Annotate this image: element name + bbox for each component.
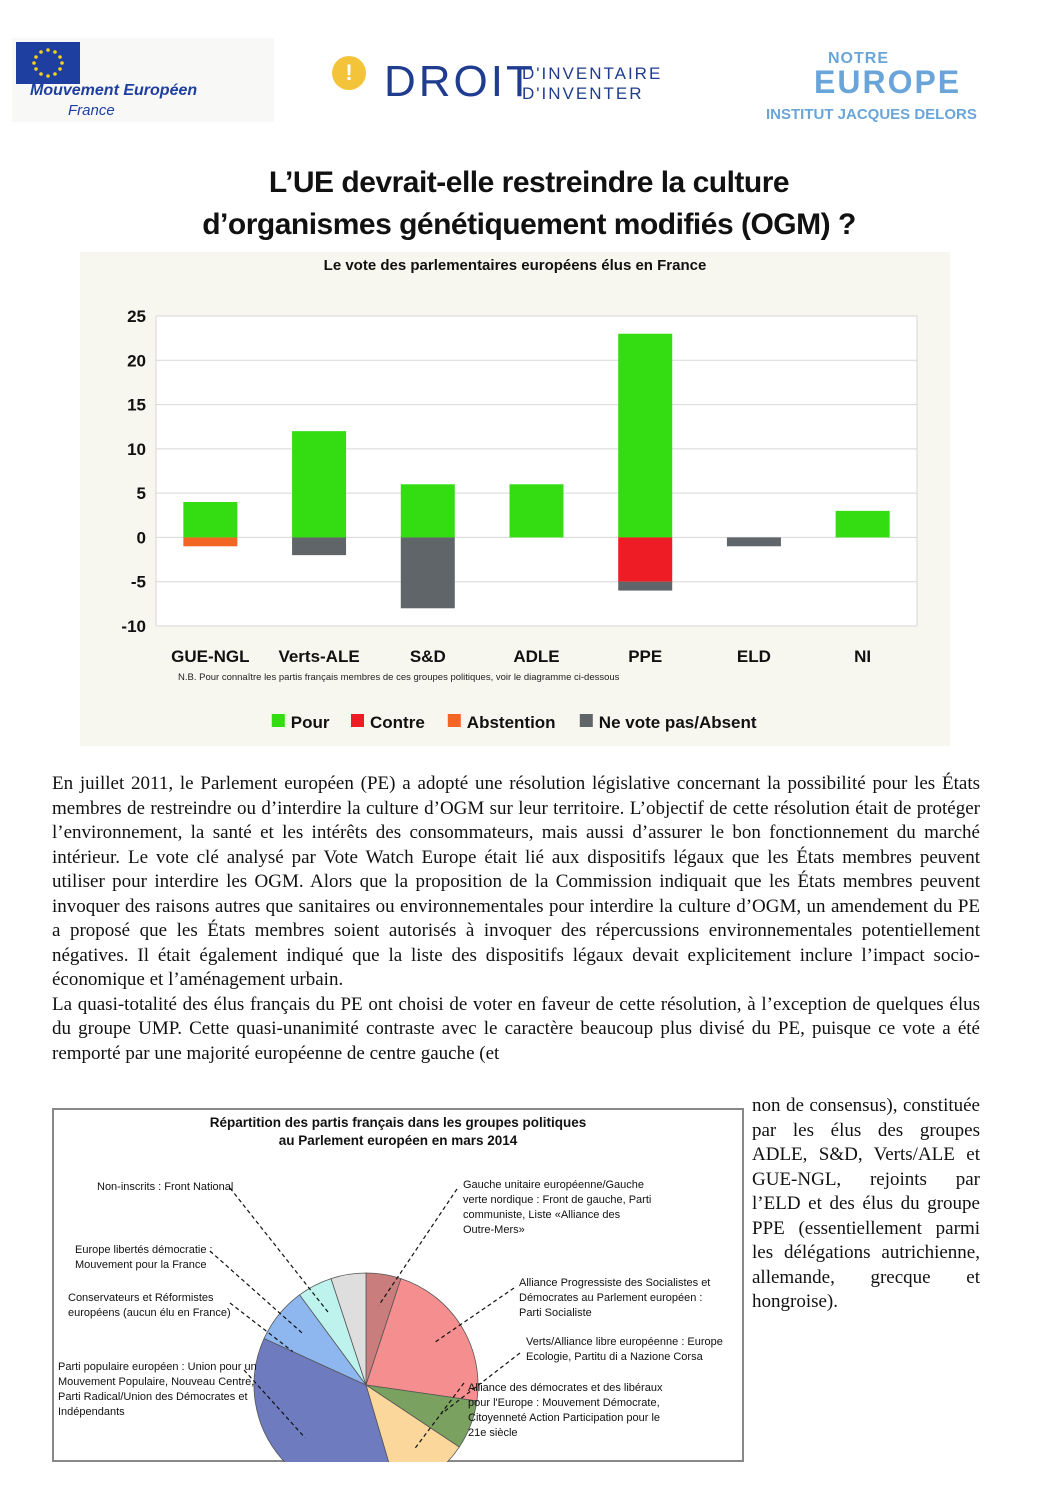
legend-label: Ne vote pas/Absent <box>598 713 757 732</box>
bar <box>618 537 672 581</box>
leader-line <box>230 1188 329 1313</box>
legend-swatch <box>351 714 364 727</box>
y-tick-label: 20 <box>127 351 146 371</box>
pie-title-line-2: au Parlement européen en mars 2014 <box>278 1133 518 1148</box>
legend-swatch <box>272 714 285 727</box>
pie-label-ni: Non-inscrits : Front National <box>97 1181 234 1193</box>
pie-label-verts: Verts/Alliance libre européenne : Europe Ecologie, Partitu di a Nazione Corsa <box>526 1336 723 1363</box>
bar <box>183 537 237 546</box>
title-line-2: d’organismes génétiquement modifiés (OGM) ? <box>202 208 856 241</box>
pie-label-adle: Alliance des démocrates et des libéraux pour l'Europe : Mouvement Démocrate, Citoyenneté Action Participation pour le 21e siècle <box>468 1382 663 1439</box>
legend-label: Contre <box>370 713 425 732</box>
x-tick-label: GUE-NGL <box>171 647 250 666</box>
bar <box>510 484 564 537</box>
bar <box>401 537 455 608</box>
y-tick-label: 25 <box>127 307 146 326</box>
legend-label: Abstention <box>466 713 556 732</box>
bar-chart <box>80 252 950 746</box>
pie-label-eld: Europe libertés démocratie : Mouvement pour la France <box>75 1244 213 1271</box>
logo-ne-line1: NOTRE <box>828 50 889 67</box>
bar <box>401 484 455 537</box>
bar <box>836 511 890 538</box>
y-tick-label: 10 <box>127 439 146 459</box>
logo-text-line2: France <box>68 102 115 119</box>
pie-label-gue: Gauche unitaire européenne/Gauche verte nordique : Front de gauche, Parti communiste, Liste «Alliance des Outre-Mers» <box>463 1179 652 1236</box>
logo-text-line1: Mouvement Européen <box>30 82 198 99</box>
x-tick-label: ELD <box>736 647 771 666</box>
pie-label-ppe: Parti populaire européen : Union pour un Mouvement Populaire, Nouveau Centre, Parti Radical/Union des Démocrates et Indépendants <box>58 1361 257 1418</box>
x-tick-label: S&D <box>409 647 446 666</box>
title-line-1: L’UE devrait-elle restreindre la culture <box>268 166 790 199</box>
bar <box>618 582 672 591</box>
chart-title: Le vote des parlementaires européens élus en France <box>323 257 707 274</box>
y-tick-label: -10 <box>121 617 146 636</box>
intro-text <box>52 772 980 1066</box>
legend-swatch <box>448 714 461 727</box>
bar <box>727 537 781 546</box>
logo-ne-line3: INSTITUT JACQUES DELORS <box>766 106 977 123</box>
x-tick-label: Verts-ALE <box>278 647 360 666</box>
legend-label: Pour <box>290 713 330 732</box>
plot-area <box>156 316 917 626</box>
x-tick-label: ADLE <box>513 647 560 666</box>
x-tick-label: PPE <box>628 647 663 666</box>
bar <box>618 334 672 538</box>
eu-flag-icon <box>16 42 80 84</box>
mouvement-europeen-logo <box>12 38 274 122</box>
y-tick-label: 0 <box>136 528 146 548</box>
notre-europe-logo <box>766 50 1022 130</box>
chart-note: N.B. Pour connaître les partis français membres de ces groupes politiques, voir le diagramme ci-dessous <box>178 672 620 683</box>
bar <box>292 431 346 537</box>
bar <box>292 537 346 555</box>
y-tick-label: 15 <box>127 395 146 415</box>
y-tick-label: 5 <box>136 484 146 504</box>
y-tick-label: -5 <box>130 572 146 592</box>
droit-inventaire-logo <box>332 52 682 112</box>
paragraph-1: En juillet 2011, le Parlement européen (PE) a adopté une résolution législative concernant la possibilité pour les États membres de restreindre ou d’interdire la culture d’OGM sur leur territoire. L’objectif de cette résolution était de protéger l’environnement, la santé et les intérêts des consommateurs, mais aussi d’assurer le bon fonctionnement du marché intérieur. Le vote clé analysé par Vote Watch Europe était lié aux dispositifs légaux que les États membres peuvent utiliser pour interdire les OGM. Alors que la proposition de la Commission indiquait que les États membres peuvent invoquer des raisons autres que sanitaires ou environnementales pour interdire la culture d’OGM, un amendement du PE a proposé que les États membres soient autorisés à invoquer des répercussions environnementales potentiellement négatives. Il était également indiqué que la liste des dispositifs légaux devait explicitement inclure l’impact socio-économique et l’aménagement urbain. <box>52 773 980 990</box>
paragraph-2: La quasi-totalité des élus français du PE ont choisi de voter en faveur de cette résolution, à l’exception de quelques élus du groupe UMP. Cette quasi-unanimité contraste avec le caractère beaucoup plus divisé du PE, puisque ce vote a été remporté par une majorité européenne de centre gauche (et <box>52 993 980 1064</box>
pie-title-line-1: Répartition des partis français dans les groupes politiques <box>209 1115 587 1130</box>
pie-label-ecr: Conservateurs et Réformistes européens (aucun élu en France) <box>68 1292 231 1319</box>
logo-droit-line1: D'INVENTAIRE <box>522 64 663 83</box>
lightbulb-icon: ! <box>332 56 366 90</box>
pie-label-sd: Alliance Progressiste des Socialistes et Démocrates au Parlement européen : Parti Socialiste <box>519 1277 711 1319</box>
x-tick-label: NI <box>854 647 872 666</box>
side-text: non de consensus), constituée par les élus des groupes ADLE, S&D, Verts/ALE et GUE-NGL, rejoints par l’ELD et des élus du groupe PPE (essentiellement parmi les délégations autrichienne, allemande, grecque et hongroise). <box>752 1095 980 1312</box>
legend-swatch <box>580 714 593 727</box>
logo-droit-line2: D'INVENTER <box>522 84 644 103</box>
logo-ne-line2: EUROPE <box>814 64 962 100</box>
page-title <box>0 162 1058 246</box>
logo-droit-text: DROIT <box>384 57 536 106</box>
bar <box>183 502 237 537</box>
